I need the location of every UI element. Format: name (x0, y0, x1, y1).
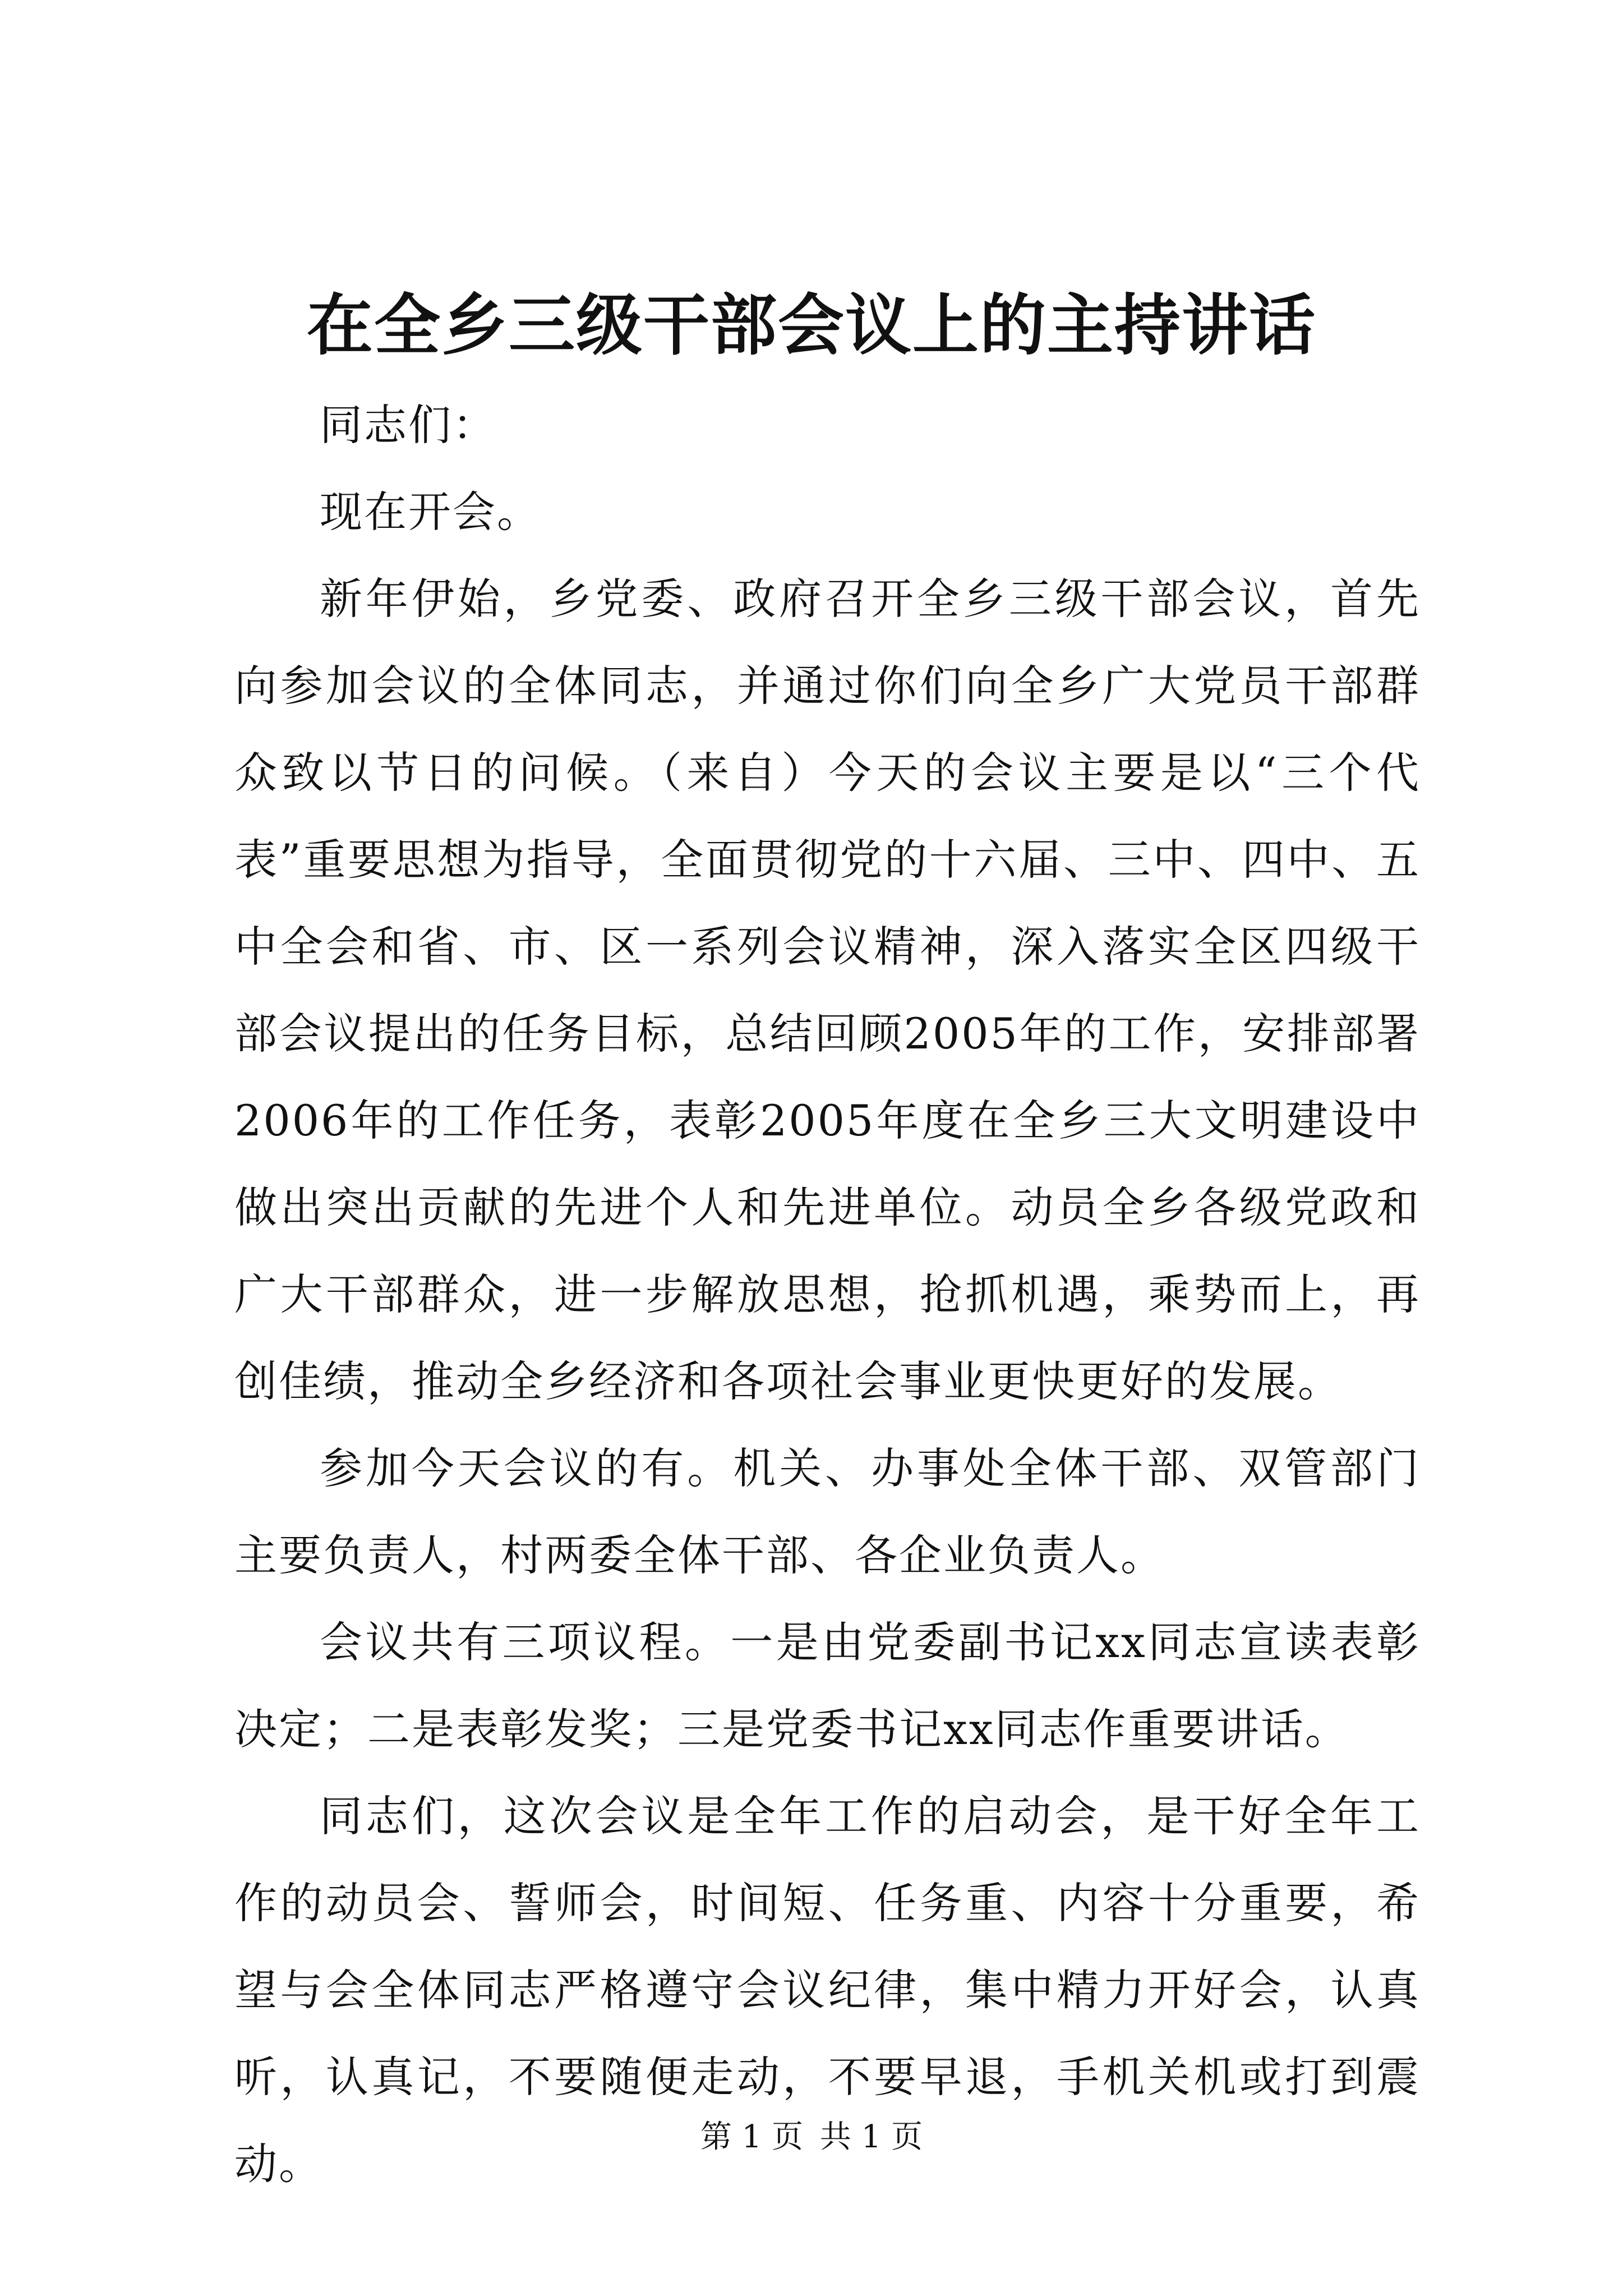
total-pages-label: 共 1 页 (819, 2119, 923, 2155)
paragraph-discipline: 同志们，这次会议是全年工作的启动会，是干好全年工作的动员会、誓师会，时间短、任务重、内容十分重要，希望与会全体同志严格遵守会议纪律，集中精力开好会，认真听，认真记，不要随便走动，不要早退，手机关机或打到震动。 (234, 1791, 1421, 2189)
paragraph-agenda: 会议共有三项议程。一是由党委副书记xx同志宣读表彰决定；二是表彰发奖；三是党委书记xx同志作重要讲话。 (234, 1617, 1421, 1754)
page-footer (0, 2115, 1623, 2160)
paragraph-salutation: 同志们： (320, 400, 497, 450)
paragraph-purpose: 新年伊始，乡党委、政府召开全乡三级干部会议，首先向参加会议的全体同志，并通过你们向全乡广大党员干部群众致以节日的问候。（来自）今天的会议主要是以“三个代表”重要思想为指导，全面贯彻党的十六届、三中、四中、五中全会和省、市、区一系列会议精神，深入落实全区四级干部会议提出的任务目标，总结回顾2005年的工作，安排部署2006年的工作任务，表彰2005年度在全乡三大文明建设中做出突出贡献的先进个人和先进单位。动员全乡各级党政和广大干部群众，进一步解放思想，抢抓机遇，乘势而上，再创佳绩，推动全乡经济和各项社会事业更快更好的发展。 (234, 574, 1421, 1406)
page-number-label: 第 1 页 (700, 2119, 804, 2155)
document-title: 在全乡三级干部会议上的主持讲话 (306, 286, 1316, 364)
paragraph-opening: 现在开会。 (320, 487, 541, 537)
paragraph-attendees: 参加今天会议的有。机关、办事处全体干部、双管部门主要负责人，村两委全体干部、各企业负责人。 (234, 1443, 1421, 1580)
document-body (234, 381, 1421, 2207)
